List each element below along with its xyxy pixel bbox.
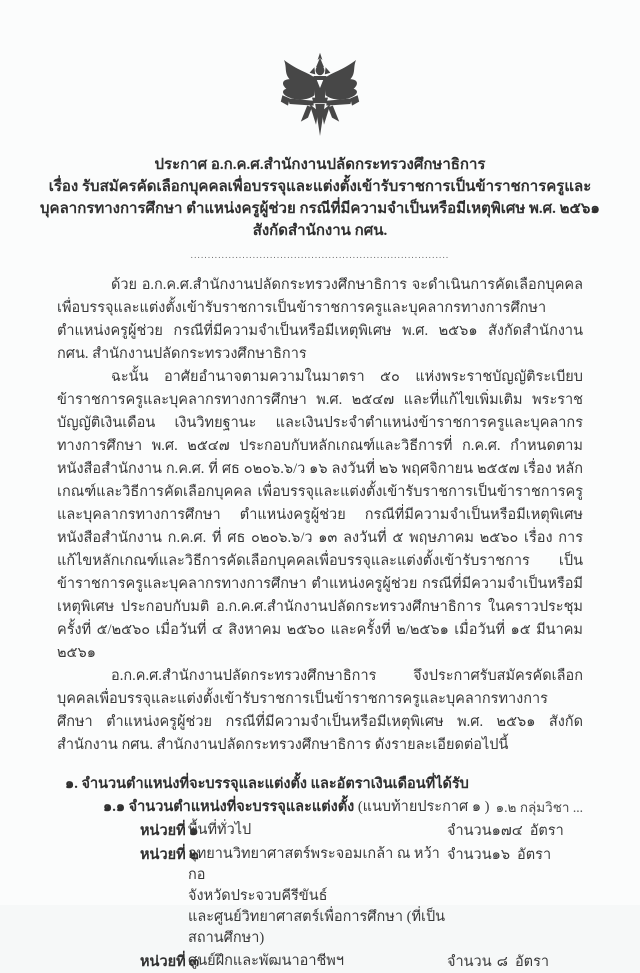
- announcement-subject-line-2: บุคลากรทางการศึกษา ตำแหน่งครูผู้ช่วย กรณีที่มีความจำเป็นหรือมีเหตุพิเศษ พ.ศ. ๒๕๖๑: [40, 201, 600, 217]
- paragraph-preamble: ด้วย อ.ก.ค.ศ.สำนักงานปลัดกระทรวงศึกษาธิการ จะดำเนินการคัดเลือกบุคคลเพื่อบรรจุและแต่งตั้งเข้ารับราชการเป็นข้าราชการครูและบุคลากรทางการศึกษา ตำแหน่งครูผู้ช่วย กรณีที่มีความจำเป็นหรือมีเหตุพิเศษ พ.ศ. ๒๕๖๑ สังกัดสำนักงาน กศน. สำนักงานปลัดกระทรวงศึกษาธิการ: [57, 277, 583, 362]
- unit-row-3: [140, 951, 583, 973]
- document-body: [0, 274, 640, 973]
- section-1-1-heading-bold: ๑.๑ จำนวนตำแหน่งที่จะบรรจุและแต่งตั้ง: [103, 799, 355, 815]
- unit-2-label: หน่วยที่ ๒: [140, 847, 199, 863]
- announcement-agency-line: สังกัดสำนักงาน กศน.: [252, 223, 388, 239]
- unit-1-label: หน่วยที่ ๑: [140, 823, 199, 839]
- unit-3-quantity: [447, 951, 549, 973]
- unit-2-qty-unit: อัตรา: [517, 847, 552, 863]
- unit-2-description: [186, 844, 447, 949]
- unit-3-description-line: ศูนย์ฝึกและพัฒนาอาชีพฯ: [188, 953, 345, 969]
- unit-2-qty-value: ๑๖: [491, 847, 511, 863]
- unit-row-1: [140, 820, 583, 842]
- unit-1-qty-value: ๑๗๔: [491, 823, 523, 839]
- paragraph-legal-basis: ฉะนั้น อาศัยอำนาจตามความในมาตรา ๕๐ แห่งพระราชบัญญัติระเบียบข้าราชการครูและบุคลากรทางการศึกษา พ.ศ. ๒๕๔๗ และที่แก้ไขเพิ่มเติม พระราชบัญญัติเงินเดือน เงินวิทยฐานะ และเงินประจำตำแหน่งข้าราชการครูและบุคลากรทางการศึกษา พ.ศ. ๒๕๔๗ ประกอบกับหลักเกณฑ์และวิธีการที่ ก.ค.ศ. กำหนดตามหนังสือสำนักงาน ก.ค.ศ. ที่ ศธ ๐๒๐๖.๖/ว ๑๖ ลงวันที่ ๒๖ พฤศจิกายน ๒๕๕๗ เรื่อง หลักเกณฑ์และวิธีการคัดเลือกบุคคล เพื่อบรรจุและแต่งตั้งเข้ารับราชการเป็นข้าราชการครูและบุคลากรทางการศึกษา ตำแหน่งครูผู้ช่วย กรณีที่มีความจำเป็นหรือมีเหตุพิเศษ หนังสือสำนักงาน ก.ค.ศ. ที่ ศธ ๐๒๐๖.๖/ว ๑๓ ลงวันที่ ๕ พฤษภาคม ๒๕๖๐ เรื่อง การแก้ไขหลักเกณฑ์และวิธีการคัดเลือกบุคคลเพื่อบรรจุและแต่งตั้งเข้ารับราชการ เป็นข้าราชการครูและบุคลากรทางการศึกษา ตำแหน่งครูผู้ช่วย กรณีที่มีความจำเป็นหรือมีเหตุพิเศษ ประกอบกับมติ อ.ก.ค.ศ.สำนักงานปลัดกระทรวงศึกษาธิการ ในคราวประชุมครั้งที่ ๕/๒๕๖๐ เมื่อวันที่ ๔ สิงหาคม ๒๕๖๐ และครั้งที่ ๒/๒๕๖๑ เมื่อวันที่ ๑๕ มีนาคม ๒๕๖๑: [57, 369, 583, 661]
- unit-1-qty-label: จำนวน: [447, 823, 492, 839]
- unit-1-description: [186, 820, 447, 841]
- unit-3-description: [186, 951, 447, 972]
- dotted-divider: ...........................................................................: [190, 250, 450, 260]
- unit-3-qty-value: ๘: [496, 954, 508, 970]
- unit-2-description-line-3: และศูนย์วิทยาศาสตร์เพื่อการศึกษา (ที่เป็นสถานศึกษา): [188, 909, 446, 946]
- unit-1-description-line: พื้นที่ทั่วไป: [188, 822, 252, 838]
- unit-2-description-line-1: อุทยานวิทยาศาสตร์พระจอมเกล้า ณ หว้ากอ: [188, 846, 440, 883]
- page-continuation-note: ๑.๒ กลุ่มวิชา ...: [495, 800, 583, 815]
- paragraph-announcement: อ.ก.ค.ศ.สำนักงานปลัดกระทรวงศึกษาธิการ จึงประกาศรับสมัครคัดเลือกบุคคลเพื่อบรรจุและแต่งตั้งเข้ารับราชการเป็นข้าราชการครูและบุคลากรทางการศึกษา ตำแหน่งครูผู้ช่วย กรณีที่มีความจำเป็นหรือมีเหตุพิเศษ พ.ศ. ๒๕๖๑ สังกัดสำนักงาน กศน. สำนักงานปลัดกระทรวงศึกษาธิการ ดังรายละเอียดต่อไปนี้: [57, 668, 583, 753]
- unit-row-2: [140, 844, 583, 949]
- announcement-subject-line-1: เรื่อง รับสมัครคัดเลือกบุคคลเพื่อบรรจุและแต่งตั้งเข้ารับราชการเป็นข้าราชการครูและ: [48, 179, 592, 195]
- unit-2-description-line-2: จังหวัดประจวบคีรีขันธ์: [188, 888, 328, 904]
- unit-3-qty-unit: อัตรา: [514, 954, 549, 970]
- unit-3-qty-label: จำนวน: [447, 954, 492, 970]
- unit-1-qty-unit: อัตรา: [529, 823, 564, 839]
- section-1-heading: ๑. จำนวนตำแหน่งที่จะบรรจุและแต่งตั้ง และอัตราเงินเดือนที่ได้รับ: [65, 776, 469, 792]
- garuda-emblem-icon: [272, 52, 368, 148]
- unit-3-label: หน่วยที่ ๓: [140, 954, 200, 970]
- unit-1-quantity: [447, 820, 564, 842]
- unit-2-quantity: [447, 844, 552, 866]
- emblem-area: [0, 0, 640, 152]
- announcement-title-block: [0, 154, 640, 242]
- section-1-1-heading-note: (แนบท้ายประกาศ ๑ ): [357, 799, 490, 815]
- announcement-org-line: ประกาศ อ.ก.ค.ศ.สำนักงานปลัดกระทรวงศึกษาธิการ: [154, 157, 486, 173]
- unit-2-qty-label: จำนวน: [447, 847, 492, 863]
